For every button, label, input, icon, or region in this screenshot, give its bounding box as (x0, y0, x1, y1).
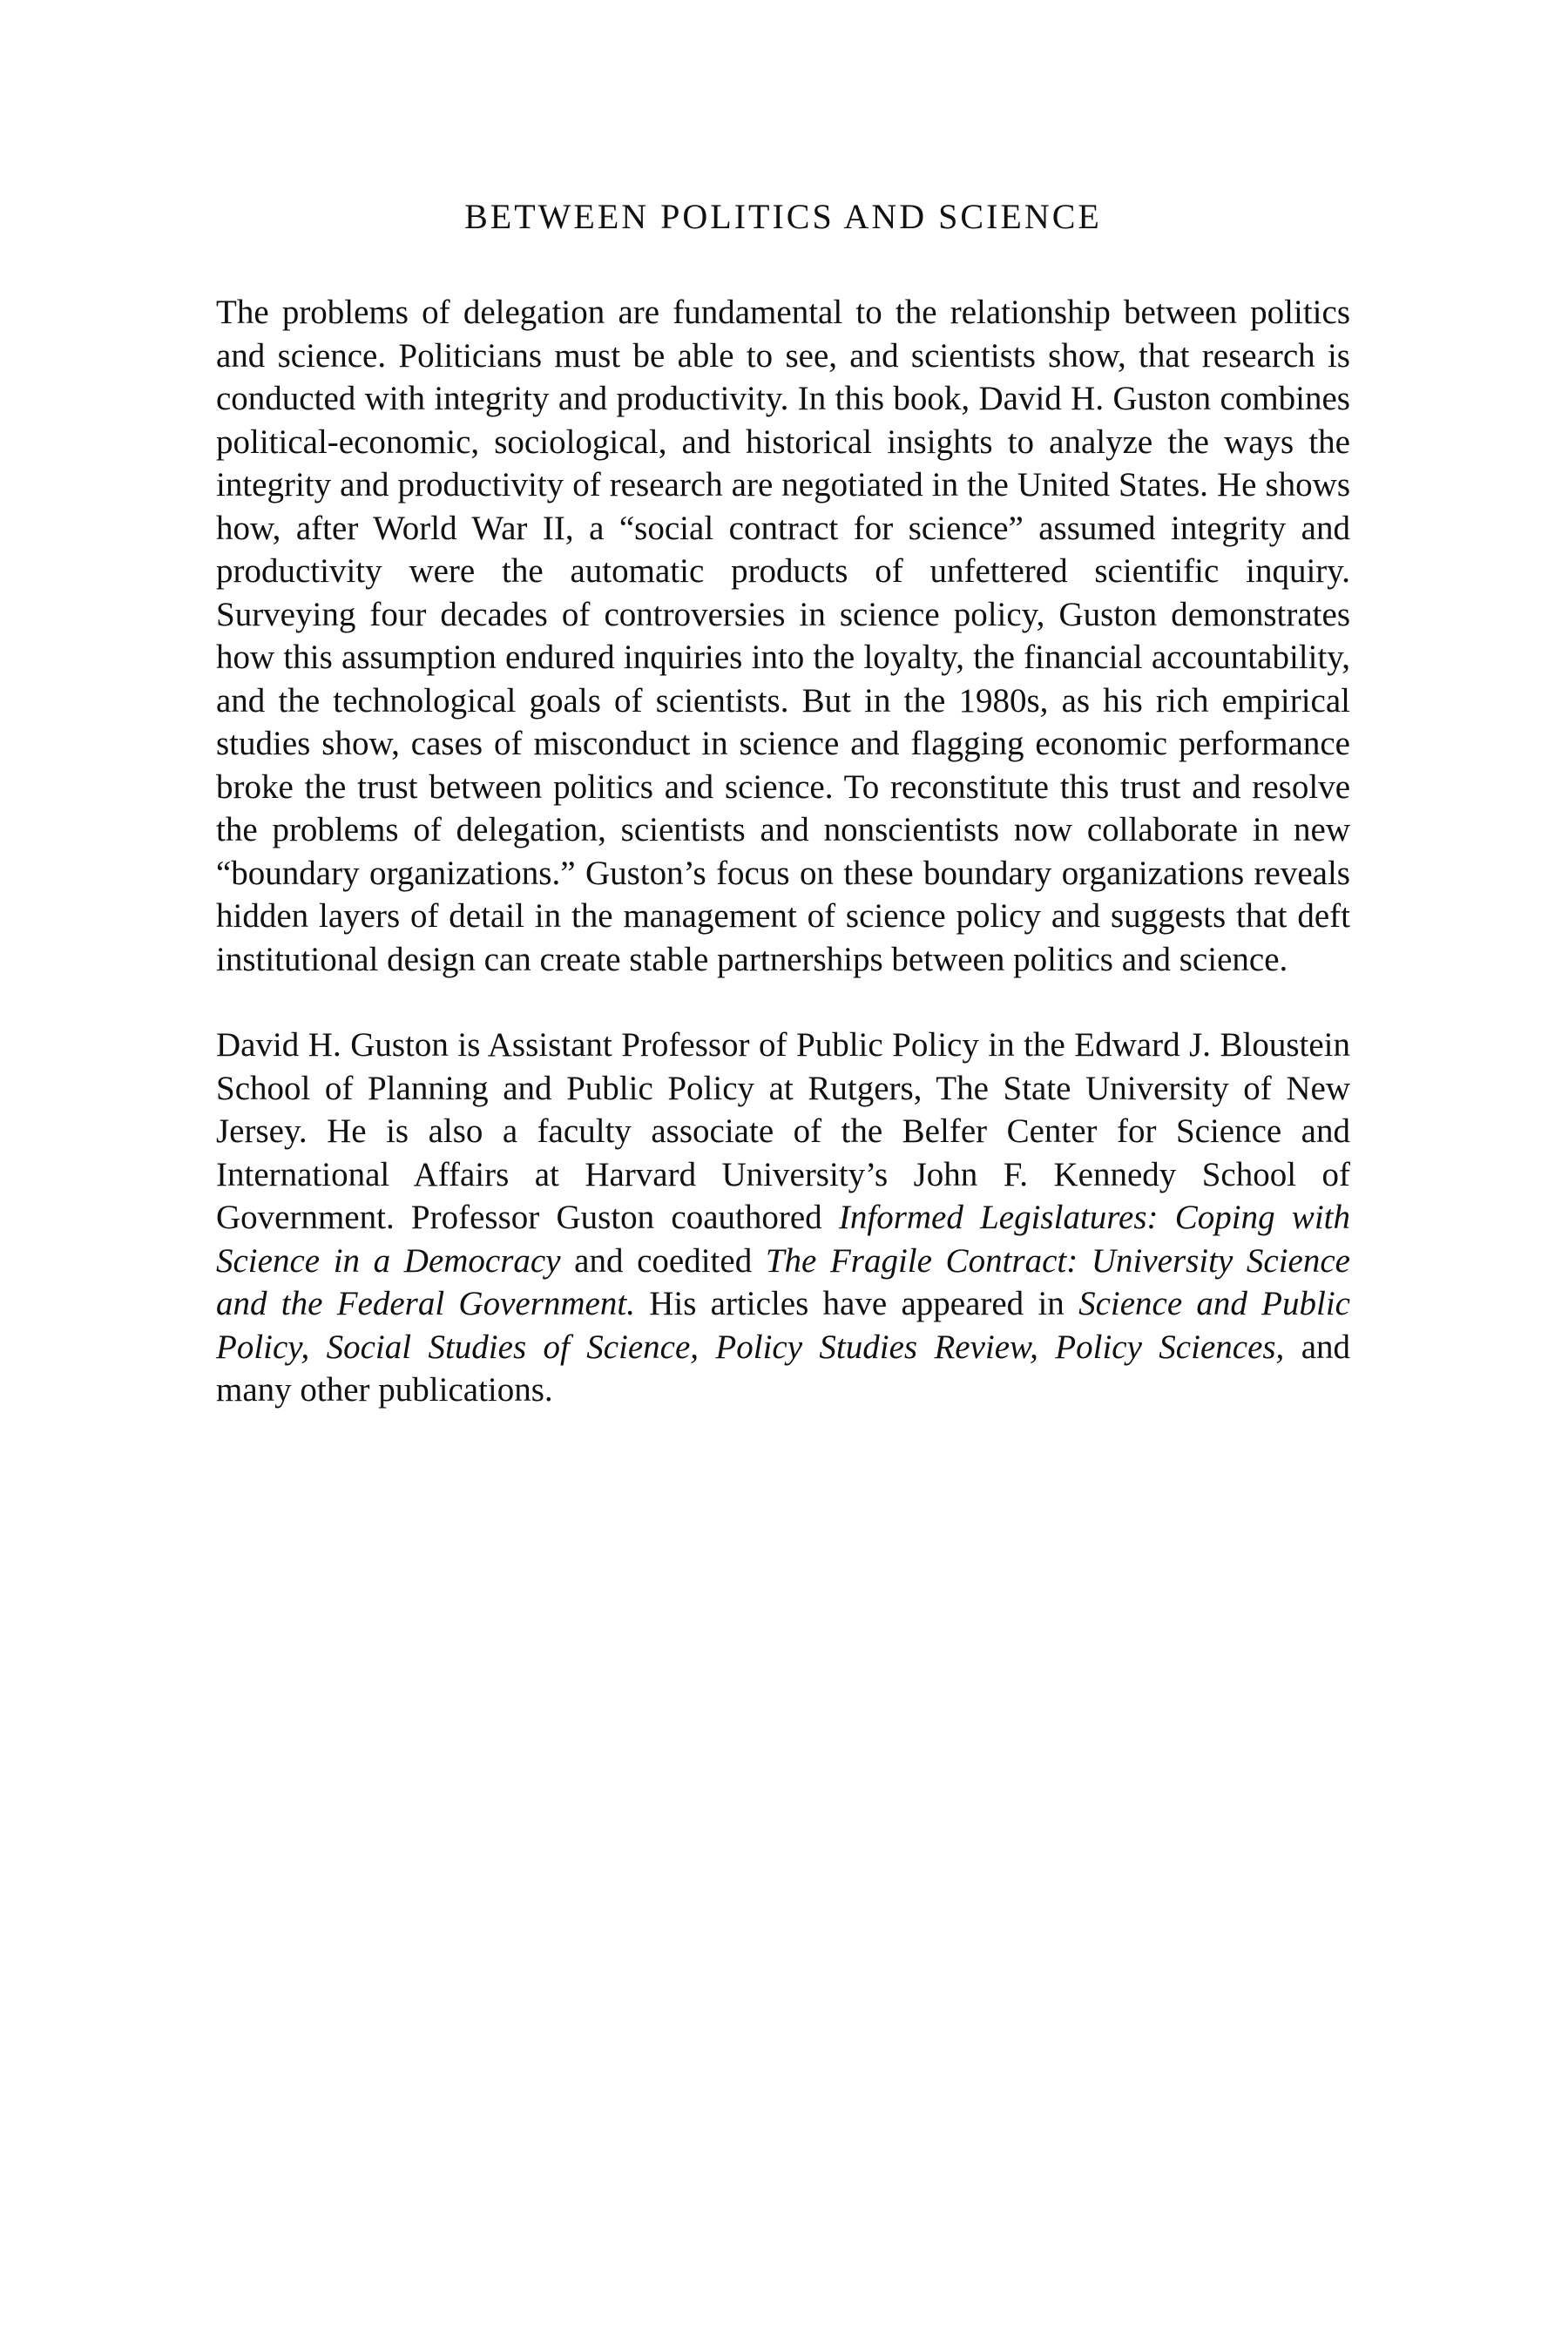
book-page (216, 196, 1350, 1412)
book-summary-paragraph: The problems of delegation are fundamental to the relationship between politics and science. Politicians must be able to see, and scientists show, that research is conducted with integrity and productivity. In this book, David H. Guston combines political-economic, sociological, and historical insights to analyze the ways the integrity and productivity of research are negotiated in the United States. He shows how, after World War II, a “social contract for science” assumed integrity and productivity were the automatic products of unfettered scientific inquiry. Surveying four decades of controversies in science policy, Guston demonstrates how this assumption endured inquiries into the loyalty, the financial accountability, and the technological goals of scientists. But in the 1980s, as his rich empirical studies show, cases of misconduct in science and flagging economic performance broke the trust between politics and science. To reconstitute this trust and resolve the problems of delegation, scientists and nonscientists now collaborate in new “boundary organizations.” Guston’s focus on these boundary organizations reveals hidden layers of detail in the management of science policy and suggests that deft institutional design can create stable partnerships between politics and science. (216, 294, 1350, 978)
bio-text-3: His articles have appeared in (634, 1285, 1079, 1322)
journal-list: Science and Public Policy, Social Studies of Science, Policy Studies Review, Policy Sciences, (216, 1285, 1350, 1366)
book-title-fragile-contract: The Fragile Contract: University Science and the Federal Government. (216, 1241, 1350, 1322)
bio-text-4: and many other publications. (216, 1328, 1351, 1409)
book-title-informed-legislatures: Informed Legislatures: Coping with Science in a Democracy (216, 1199, 1350, 1280)
bio-text-1: David H. Guston is Assistant Professor of Public Policy in the Edward J. Bloustein School of Planning and Public Policy at Rutgers, The State University of New Jersey. He is also a faculty associate of the Belfer Center for Science and International Affairs at Harvard University’s John F. Kennedy School of Government. Professor Guston coauthored (216, 1026, 1350, 1236)
page-title: BETWEEN POLITICS AND SCIENCE (464, 197, 1102, 236)
author-bio-paragraph (216, 1024, 1350, 1412)
bio-text-2: and coedited (560, 1241, 766, 1280)
